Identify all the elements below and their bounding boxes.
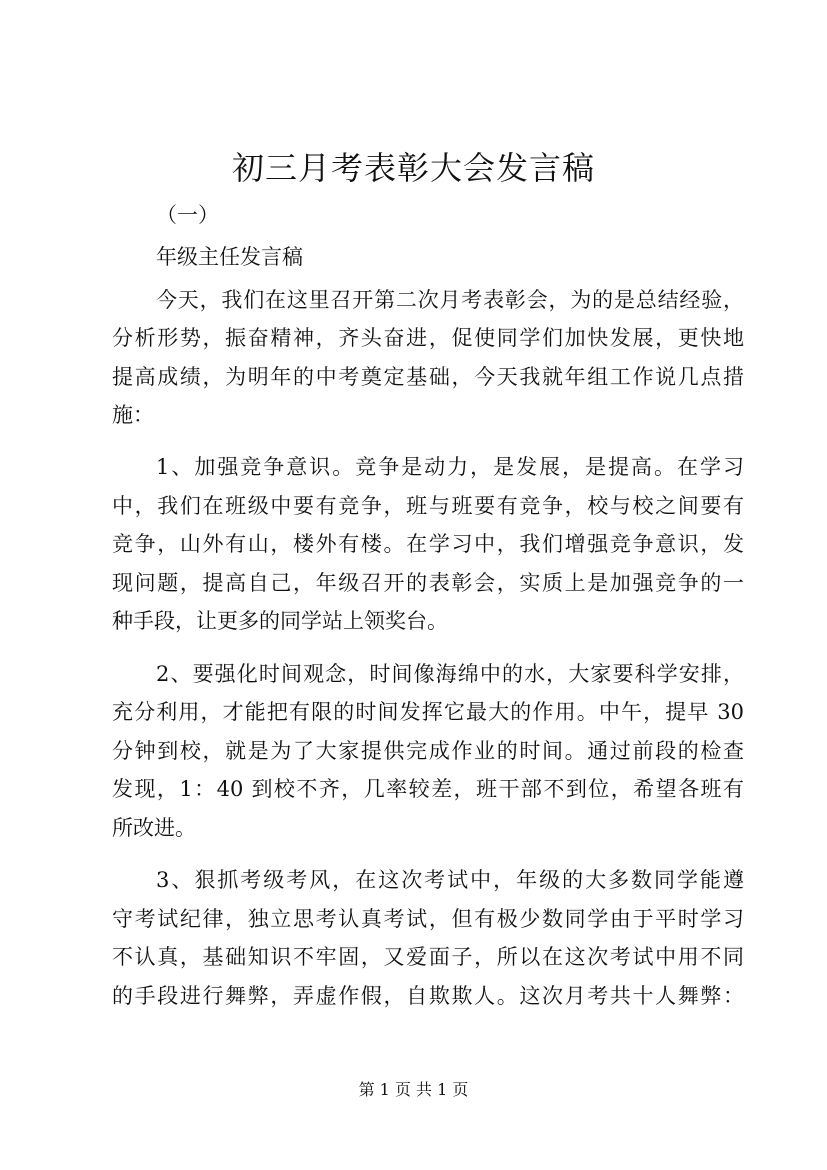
paragraph-line: 分析形势，振奋精神，齐头奋进，促使同学们加快发展，更快地 [112,326,744,350]
section-marker: （一） [156,203,219,227]
paragraph-line: 现问题，提高自己，年级召开的表彰会，实质上是加强竞争的一 [112,571,744,595]
paragraph-line: 提高成绩，为明年的中考奠定基础，今天我就年组工作说几点措 [112,365,744,389]
paragraph-line: 发现，1：40 到校不齐，几率较差，班干部不到位，希望各班有 [112,777,744,801]
paragraph-line: 所改进。 [112,816,196,840]
page-number-footer: 第 1 页 共 1 页 [358,1080,469,1099]
paragraph-line: 3、狠抓考级考风，在这次考试中，年级的大多数同学能遵 [156,868,744,892]
paragraph-line: 分钟到校，就是为了大家提供完成作业的时间。通过前段的检查 [112,739,744,763]
paragraph-line: 竞争，山外有山，楼外有楼。在学习中，我们增强竞争意识，发 [112,532,744,556]
paragraph-line: 中，我们在班级中要有竞争，班与班要有竞争，校与校之间要有 [112,494,744,518]
paragraph-line: 充分利用，才能把有限的时间发挥它最大的作用。中午，提早 30 [112,700,744,724]
paragraph-line: 1、加强竞争意识。竞争是动力，是发展，是提高。在学习 [156,455,744,479]
subtitle: 年级主任发言稿 [156,245,303,269]
paragraph-line: 种手段，让更多的同学站上领奖台。 [112,609,448,633]
paragraph-line: 2、要强化时间观念，时间像海绵中的水，大家要科学安排， [156,662,744,686]
paragraph-line: 施： [112,403,154,427]
paragraph-line: 不认真，基础知识不牢固，又爱面子，所以在这次考试中用不同 [112,945,744,969]
paragraph-line: 的手段进行舞弊，弄虚作假，自欺欺人。这次月考共十人舞弊： [112,984,744,1008]
document-title: 初三月考表彰大会发言稿 [231,149,595,187]
paragraph-line: 今天，我们在这里召开第二次月考表彰会，为的是总结经验， [156,288,744,312]
paragraph-line: 守考试纪律，独立思考认真考试，但有极少数同学由于平时学习 [112,907,744,931]
